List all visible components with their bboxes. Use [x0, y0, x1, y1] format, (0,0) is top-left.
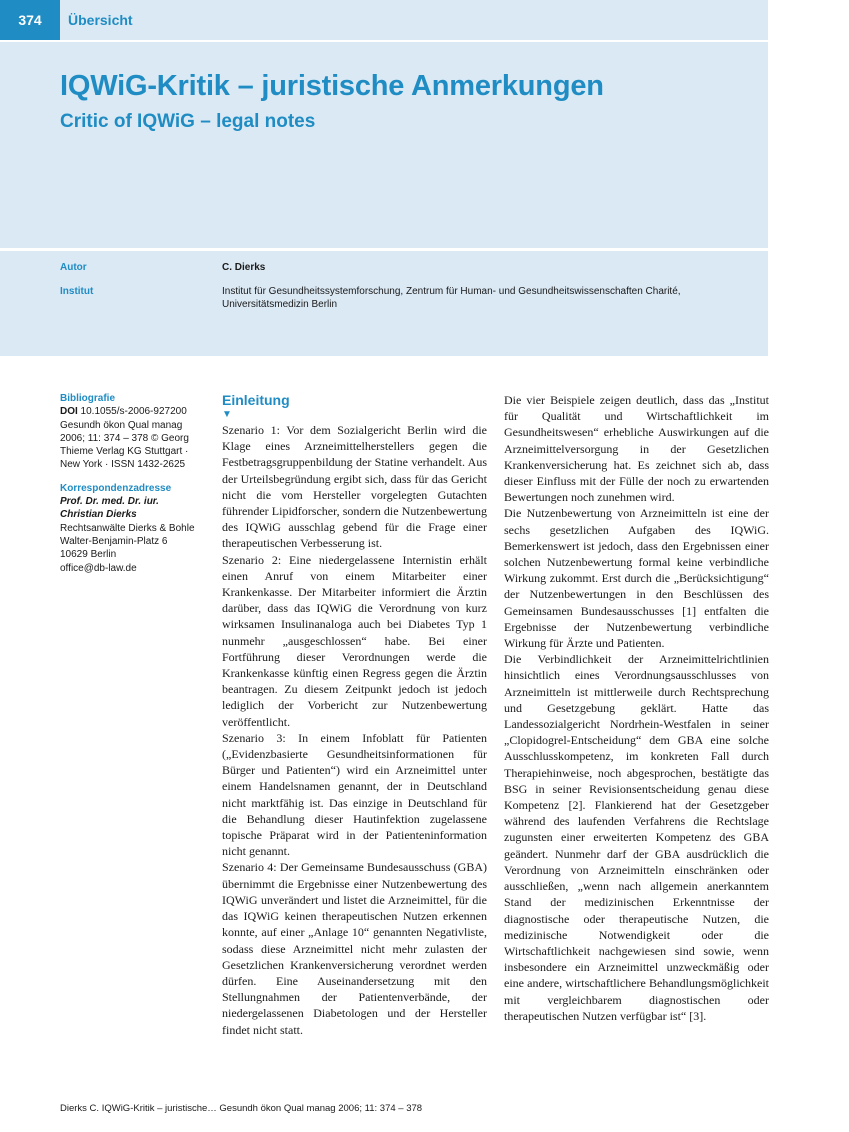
- doi-value[interactable]: 10.1055/s-2006-927200: [77, 406, 187, 418]
- sidebar: [60, 392, 205, 575]
- footer-citation: Dierks C. IQWiG-Kritik – juristische… Gesundh ökon Qual manag 2006; 11: 374 – 378: [60, 1103, 423, 1114]
- body-column-2: [504, 392, 769, 1024]
- section-heading: Einleitung: [222, 392, 290, 408]
- triangle-down-icon: ▼: [222, 409, 232, 420]
- paragraph: Szenario 3: In einem Infoblatt für Patienten („Evidenzbasierte Gesundheitsinformationen für Bürger und Patienten“) wird ein Arzneimittel unter einem Handelsnamen genannt, der in Deutschland nicht marktfähig ist. Das einzige in Deutschland für die Behandlung dieser Hautinfektion zugelassene topische Präparat wird in der Patienteninformation nicht genannt.: [222, 730, 487, 859]
- page-number: 374: [0, 0, 60, 40]
- correspondence-heading: Korrespondenzadresse: [60, 482, 172, 494]
- section-label: Übersicht: [68, 12, 133, 28]
- body-column-1: [222, 392, 487, 1038]
- institute-label: Institut: [60, 286, 94, 297]
- article-subtitle: Critic of IQWiG – legal notes: [60, 111, 316, 132]
- institute-value: Institut für Gesundheitssystemforschung, Zentrum für Human- und Gesundheitswissenschaften Charité, Universitätsmedizin Berlin: [222, 286, 681, 310]
- bibliography-heading: Bibliografie: [60, 393, 116, 404]
- correspondence-line: Walter-Benjamin-Platz 6: [60, 535, 168, 547]
- paragraph: Szenario 4: Der Gemeinsame Bundesausschuss (GBA) übernimmt die Ergebnisse einer Nutzenbewertung des IQWiG unverändert und listet die Arzneimittel, für die das IQWiG keinen therapeutischen Nutzen erkennen konnte, auf einer „Anlage 10“ genannten Negativliste, sodass diese Arzneimittel nicht mehr zulasten der Gesetzlichen Krankenversicherung verordnet werden dürfen. Eine Auseinandersetzung mit den Stellungnahmen der Patientenverbände, der niedergelassenen Diabetologen und der Hersteller findet nicht statt.: [222, 860, 487, 1037]
- paragraph: Die vier Beispiele zeigen deutlich, dass das „Institut für Qualität und Wirtschaftlichkeit im Gesundheitswesen“ erhebliche Auswirkungen auf die Arzneimittelversorgung in der Gesetzlichen Krankenversicherung hat. Es zeichnet sich ab, dass dieser Einfluss mit der Fülle der noch zu erwartenden Bewertungen noch zunehmen wird.: [504, 393, 769, 505]
- correspondence-email[interactable]: office@db-law.de: [60, 562, 137, 574]
- author-label: Autor: [60, 262, 87, 273]
- author-value: C. Dierks: [222, 262, 266, 273]
- paragraph: Die Verbindlichkeit der Arzneimittelrichtlinien hinsichtlich eines Verordnungsausschlusses von Arzneimitteln ist mittlerweile durch Rechtsprechung und Gesetzgebung geklärt. Hatte das Landessozialgericht Nordrhein-Westfalen in seiner „Clopidogrel-Entscheidung“ dem GBA eine solche Ausschlusskompetenz, im konkreten Fall durch Therapiehinweise, noch abgesprochen, bestätigte das BSG in seiner Revisionsentscheidung genau diese Kompetenz [2]. Flankierend hat der Gesetzgeber während des laufenden Verfahrens die Rechtslage zugunsten einer erweiterten Kompetenz des GBA geändert. Nunmehr darf der GBA ausdrücklich die Verordnung von Arzneimitteln einschränken oder ausschließen, „wenn nach allgemein anerkanntem Stand der medizinischen Erkenntnisse der diagnostische oder therapeutische Nutzen, die medizinische Notwendigkeit oder die Wirtschaftlichkeit nachgewiesen sind sowie, wenn insbesondere ein Arzneimittel unzweckmäßig oder eine andere, wirtschaftlichere Behandlungsmöglichkeit mit vergleichbarem diagnostischen oder therapeutischen Nutzen verfügbar ist“ [3].: [504, 652, 769, 1023]
- correspondence-line: Rechtsanwälte Dierks & Bohle: [60, 522, 195, 534]
- correspondence-name: Prof. Dr. med. Dr. iur. Christian Dierks: [60, 496, 159, 521]
- article-title: IQWiG-Kritik – juristische Anmerkungen: [60, 70, 604, 102]
- paragraph: Die Nutzenbewertung von Arzneimitteln ist eine der sechs gesetzlichen Aufgaben des IQWiG. Bemerkenswert ist jedoch, dass den Ergebnissen einer solchen Nutzenbewertung formal keine verbindliche Wirkung zukommt. Erst durch die „Berücksichtigung“ der Nutzenbewertungen in den Beschlüssen des Gemeinsamen Bundesausschusses [1] entfalten die Ergebnisse der Nutzenbewertung verbindliche Wirkung für Ärzte und Patienten.: [504, 506, 769, 651]
- doi-line: [60, 405, 205, 418]
- bibliography-text: Gesundh ökon Qual manag 2006; 11: 374 – 378 © Georg Thieme Verlag KG Stuttgart · New York · ISSN 1432-2625: [60, 419, 189, 471]
- paragraph: Szenario 1: Vor dem Sozialgericht Berlin wird die Klage eines Arzneimittelherstellers gegen die Festbetragsgruppenbildung der Statine verhandelt. Aus der Urteilsbegründung ergibt sich, dass für das Gericht nicht die vom Hersteller vorgelegten Gutachten führender Lipidforscher, sondern die Nutzenbewertung des IQWiG ausschlag gebend für die Frage einer therapeutischen Verbesserung ist.: [222, 423, 487, 551]
- doi-label: DOI: [60, 406, 78, 418]
- correspondence-line: 10629 Berlin: [60, 549, 117, 561]
- paragraph: Szenario 2: Eine niedergelassene Internistin erhält einen Anruf von einem Mitarbeiter einer Krankenkasse. Der Mitarbeiter informiert die Ärztin darüber, dass das IQWiG die Verordnung von kurz wirksamen Insulinanaloga auch bei Diabetes Typ 1 nunmehr „ausgeschlossen“ habe. Bei einer Fortführung dieser Verordnungen werde die Krankenkasse künftig einen Regress gegen die Ärztin beantragen. Zu diesem Zeitpunkt jedoch ist jedoch lediglich der Vorbericht zur Nutzenbewertung veröffentlicht.: [222, 552, 487, 729]
